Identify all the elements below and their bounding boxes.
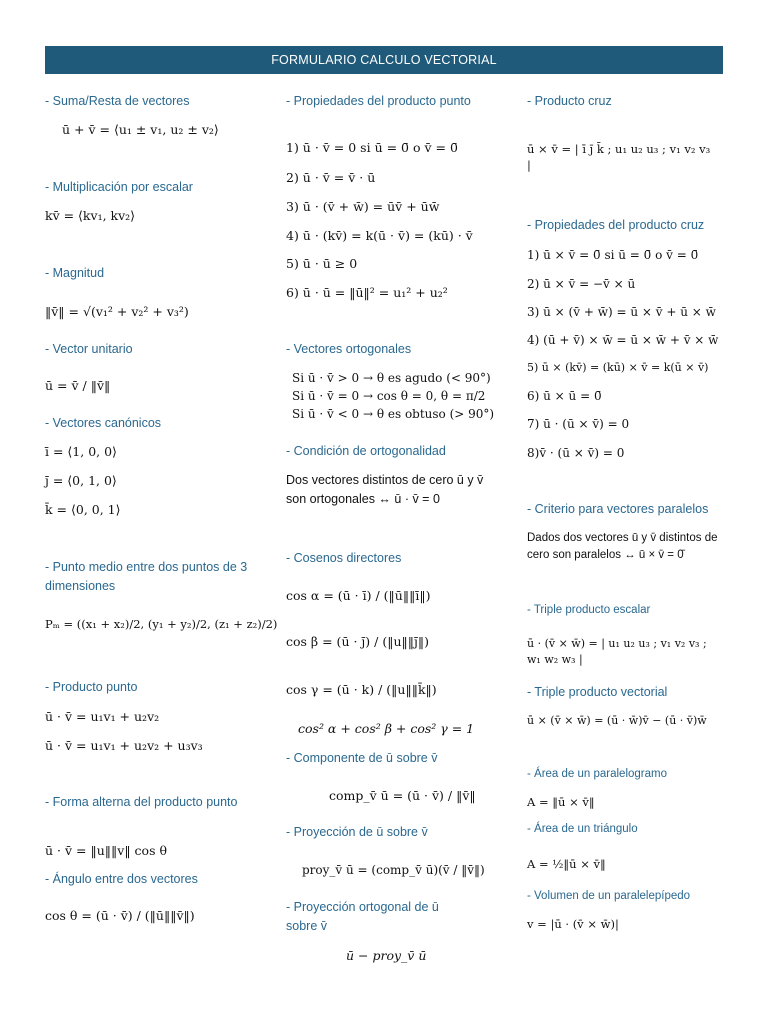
prop-cruz-6: 6) ū × ū = 0̄ (527, 389, 602, 403)
prop-cruz-2: 2) ū × v̄ = −v̄ × ū (527, 277, 636, 291)
heading-magnitud: - Magnitud (45, 266, 105, 280)
formula-magnitud: ‖v̄‖ = √(v₁² + v₂² + v₃²) (45, 304, 189, 319)
heading-cosenos-directores: - Cosenos directores (286, 551, 402, 565)
ortogonal-obtuso: Si ū · v̄ < 0 → θ es obtuso (> 90°) (292, 407, 495, 421)
formula-canonico-k: k̄ = ⟨0, 0, 1⟩ (45, 502, 121, 517)
heading-componente: - Componente de ū sobre v̄ (286, 751, 438, 765)
formula-producto-punto-3d: ū · v̄ = u₁v₁ + u₂v₂ + u₃v₃ (45, 738, 203, 753)
formula-multiplicacion: kv̄ = ⟨kv₁, kv₂⟩ (45, 208, 136, 223)
heading-vectores-ortogonales: - Vectores ortogonales (286, 342, 412, 356)
prop-punto-4: 4) ū · (kv̄) = k(ū · v̄) = (kū) · v̄ (286, 228, 473, 243)
formula-cos-alpha: cos α = (ū · ī) / (‖ū‖‖ī‖) (286, 588, 431, 603)
texto-condicion-ortogonalidad: Dos vectores distintos de cero ū y v̄ son ortogonales ↔ ū · v̄ = 0 (286, 473, 484, 506)
ortogonal-agudo: Si ū · v̄ > 0 → θ es agudo (< 90°) (292, 371, 491, 385)
formula-area-paralelogramo: A = ‖ū × v̄‖ (527, 795, 595, 809)
heading-forma-alterna: - Forma alterna del producto punto (45, 795, 238, 809)
heading-proyeccion-ortogonal: - Proyección ortogonal de ū sobre v̄ (286, 900, 439, 933)
formula-suma: ū + v̄ = ⟨u₁ ± v₁, u₂ ± v₂⟩ (62, 122, 219, 137)
heading-triple-vectorial: - Triple producto vectorial (527, 685, 668, 699)
heading-proyeccion: - Proyección de ū sobre v̄ (286, 825, 428, 839)
heading-producto-punto: - Producto punto (45, 680, 138, 694)
formula-volumen: v = |ū · (v̄ × w̄)| (527, 917, 619, 931)
formula-canonico-j: j̄ = ⟨0, 1, 0⟩ (45, 473, 117, 488)
prop-punto-1: 1) ū · v̄ = 0 si ū = 0̄ o v̄ = 0̄ (286, 140, 458, 155)
formula-area-triangulo: A = ½‖ū × v̄‖ (527, 857, 606, 871)
ortogonal-recto: Si ū · v̄ = 0 → cos θ = 0, θ = π/2 (292, 389, 486, 403)
formula-cos-beta: cos β = (ū · j̄) / (‖u‖‖j̄‖) (286, 634, 429, 649)
prop-cruz-3: 3) ū × (v̄ + w̄) = ū × v̄ + ū × w̄ (527, 305, 716, 319)
formula-componente: comp_v̄ ū = (ū · v̄) / ‖v̄‖ (329, 788, 476, 803)
formula-producto-cruz: ū × v̄ = | ī j̄ k̄ ; u₁ u₂ u₃ ; v₁ v₂ v₃ | (527, 142, 711, 172)
prop-punto-5: 5) ū · ū ≥ 0 (286, 256, 358, 271)
heading-area-triangulo: - Área de un triángulo (527, 823, 638, 835)
prop-punto-3: 3) ū · (v̄ + w̄) = ūv̄ + ūw̄ (286, 199, 440, 214)
heading-propiedades-producto-punto: - Propiedades del producto punto (286, 94, 471, 108)
prop-punto-6: 6) ū · ū = ‖ū‖² = u₁² + u₂² (286, 285, 448, 300)
texto-criterio-paralelos: Dados dos vectores ū y v̄ distintos de cero son paralelos ↔ ū × v̄ = 0̄ (527, 532, 718, 561)
heading-vector-unitario: - Vector unitario (45, 342, 133, 356)
formula-forma-alterna: ū · v̄ = ‖u‖‖v‖ cos θ (45, 843, 167, 858)
heading-propiedades-cruz: - Propiedades del producto cruz (527, 218, 705, 232)
formula-proyeccion: proy_v̄ ū = (comp_v̄ ū)(v̄ / ‖v̄‖) (302, 863, 485, 877)
page-title: FORMULARIO CALCULO VECTORIAL (45, 46, 723, 74)
heading-vectores-canonicos: - Vectores canónicos (45, 416, 162, 430)
prop-cruz-4: 4) (ū + v̄) × w̄ = ū × w̄ + v̄ × w̄ (527, 333, 719, 347)
prop-cruz-8: 8)v̄ · (ū × v̄) = 0 (527, 446, 625, 460)
formula-triple-vectorial: ū × (v̄ × w̄) = (ū · w̄)v̄ − (ū · v̄)w̄ (527, 714, 707, 727)
heading-area-paralelogramo: - Área de un paralelogramo (527, 768, 667, 780)
heading-condicion-ortogonalidad: - Condición de ortogonalidad (286, 444, 446, 458)
formula-punto-medio: Pₘ = ((x₁ + x₂)/2, (y₁ + y₂)/2, (z₁ + z₂)/2) (45, 617, 278, 631)
formula-proyeccion-ortogonal: ū − proy_v̄ ū (346, 948, 427, 963)
prop-cruz-5: 5) ū × (kv̄) = (kū) × v̄ = k(ū × v̄) (527, 361, 709, 374)
heading-suma: - Suma/Resta de vectores (45, 94, 190, 108)
formula-triple-escalar: ū · (v̄ × w̄) = | u₁ u₂ u₃ ; v₁ v₂ v₃ ; w₁ w₂ w₃ | (527, 637, 707, 666)
formula-canonico-i: ī = ⟨1, 0, 0⟩ (45, 444, 117, 459)
formula-suma-cosenos: cos² α + cos² β + cos² γ = 1 (298, 721, 475, 736)
formula-cos-gamma: cos γ = (ū · k) / (‖u‖‖k̄‖) (286, 682, 437, 697)
prop-cruz-1: 1) ū × v̄ = 0̄ si ū = 0̄ o v̄ = 0̄ (527, 248, 699, 262)
heading-punto-medio: - Punto medio entre dos puntos de 3 dimensiones (45, 560, 248, 593)
heading-producto-cruz: - Producto cruz (527, 94, 612, 108)
formula-angulo: cos θ = (ū · v̄) / (‖ū‖‖v̄‖) (45, 908, 195, 923)
heading-volumen: - Volumen de un paralelepípedo (527, 890, 691, 902)
formula-vector-unitario: ū = v̄ / ‖v̄‖ (45, 378, 111, 393)
heading-triple-escalar: - Triple producto escalar (527, 604, 651, 616)
heading-criterio-paralelos: - Criterio para vectores paralelos (527, 502, 709, 516)
prop-punto-2: 2) ū · v̄ = v̄ · ū (286, 170, 376, 185)
prop-cruz-7: 7) ū · (ū × v̄) = 0 (527, 417, 630, 431)
heading-angulo: - Ángulo entre dos vectores (45, 872, 198, 886)
heading-multiplicacion: - Multiplicación por escalar (45, 180, 193, 194)
formula-producto-punto-2d: ū · v̄ = u₁v₁ + u₂v₂ (45, 709, 160, 724)
